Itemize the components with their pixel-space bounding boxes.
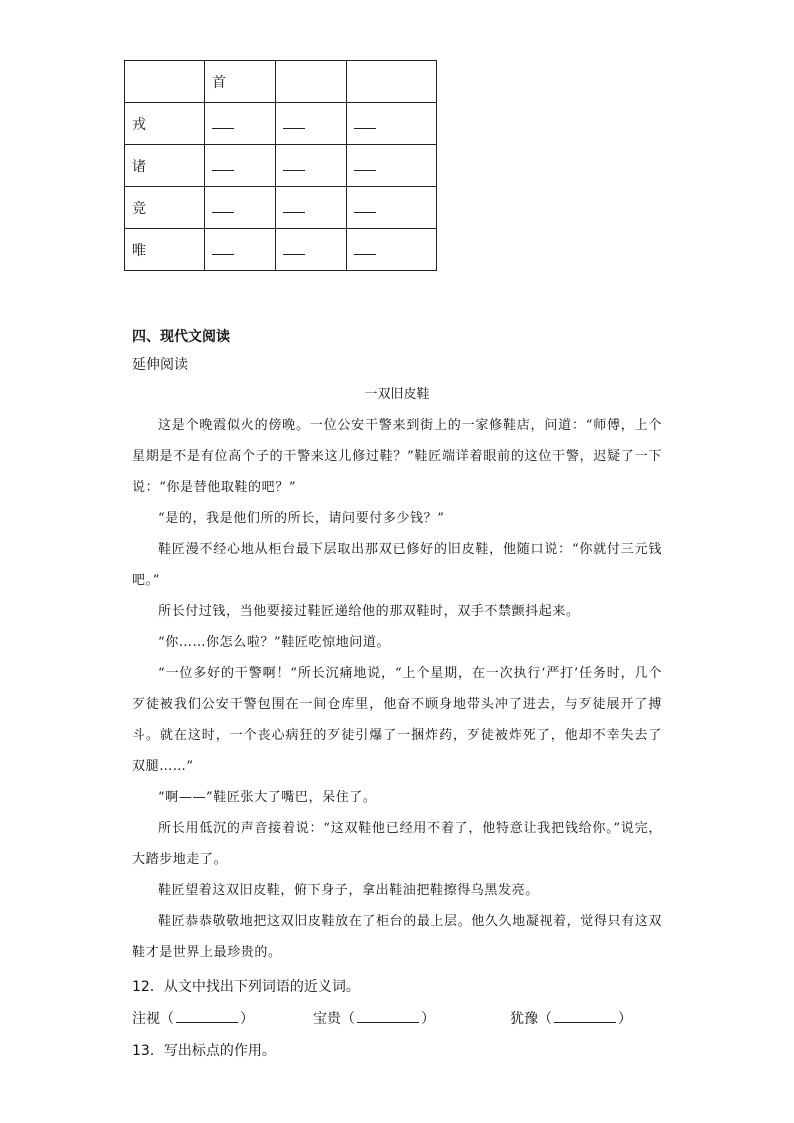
synonym-word: 注视 (132, 1011, 160, 1027)
answer-blank-cell[interactable] (276, 187, 347, 229)
story-paragraph: 鞋匠恭恭敬敬地把这双旧皮鞋放在了柜台的最上层。他久久地凝视着，觉得只有这双鞋才是世界上最珍贵的。 (132, 914, 662, 960)
paren-open: （ (160, 1011, 174, 1027)
synonym-answer-blank[interactable] (176, 1008, 238, 1023)
synonym-answer-blank[interactable] (357, 1008, 419, 1023)
answer-blank-cell[interactable] (347, 187, 437, 229)
table-header-cell (276, 61, 347, 103)
synonym-item (510, 1008, 632, 1028)
answer-blank-cell[interactable] (276, 229, 347, 271)
question-13: 13．写出标点的作用。 (132, 1043, 276, 1059)
answer-blank-cell[interactable] (205, 103, 276, 145)
story-title: 一双旧皮鞋 (364, 387, 430, 402)
table-char-cell: 诸 (125, 145, 205, 187)
table-header-cell (347, 61, 437, 103)
paren-open: （ (538, 1011, 552, 1027)
answer-blank-cell[interactable] (276, 103, 347, 145)
story-paragraph: 鞋匠漫不经心地从柜台最下层取出那双已修好的旧皮鞋，他随口说：“你就付三元钱吧。” (132, 542, 662, 588)
answer-blank[interactable] (283, 156, 305, 171)
table-row (125, 145, 437, 187)
synonym-item (132, 1008, 254, 1028)
story-body (132, 410, 662, 968)
answer-blank-cell[interactable] (347, 145, 437, 187)
story-paragraph: “一位多好的干警啊！”所长沉痛地说，“上个星期，在一次执行‘严打’任务时，几个歹徒被我们公安干警包围在一间仓库里，他奋不顾身地带头冲了进去，与歹徒展开了搏斗。就在这时，一个丧心病狂的歹徒引爆了一捆炸药，歹徒被炸死了，他却不幸失去了双腿……” (132, 666, 662, 774)
answer-blank[interactable] (283, 240, 305, 255)
table-header-row (125, 61, 437, 103)
answer-blank[interactable] (283, 114, 305, 129)
synonym-word: 犹豫 (510, 1011, 538, 1027)
table-row (125, 229, 437, 271)
table-char-cell: 戎 (125, 103, 205, 145)
paren-close: ） (240, 1011, 254, 1027)
synonym-item (313, 1008, 435, 1028)
table-row (125, 103, 437, 145)
answer-blank[interactable] (212, 114, 234, 129)
answer-blank[interactable] (283, 198, 305, 213)
story-paragraph: 所长付过钱，当他要接过鞋匠递给他的那双鞋时，双手不禁颤抖起来。 (158, 604, 580, 619)
table-row (125, 187, 437, 229)
answer-blank-cell[interactable] (205, 187, 276, 229)
answer-blank-cell[interactable] (205, 229, 276, 271)
story-paragraph: 这是个晚霞似火的傍晚。一位公安干警来到街上的一家修鞋店，问道：“师傅，上个星期是不是有位高个子的干警来这儿修过鞋？”鞋匠端详着眼前的这位干警，迟疑了一下说：“你是替他取鞋的吧？” (132, 418, 662, 495)
table-header-cell: 首 (205, 61, 276, 103)
subsection-title: 延伸阅读 (132, 357, 188, 373)
synonym-row (132, 1008, 662, 1030)
table-char-cell: 唯 (125, 229, 205, 271)
story-paragraph: “你……你怎么啦？”鞋匠吃惊地问道。 (158, 635, 391, 650)
answer-blank[interactable] (212, 198, 234, 213)
paren-close: ） (618, 1011, 632, 1027)
synonym-word: 宝贵 (313, 1011, 341, 1027)
answer-blank[interactable] (212, 240, 234, 255)
character-table (124, 60, 437, 271)
story-paragraph: “啊——”鞋匠张大了嘴巴，呆住了。 (158, 790, 377, 805)
story-paragraph: 鞋匠望着这双旧皮鞋，俯下身子，拿出鞋油把鞋擦得乌黑发亮。 (158, 883, 539, 898)
table-header-cell (125, 61, 205, 103)
question-12: 12．从文中找出下列词语的近义词。 (132, 979, 360, 995)
answer-blank-cell[interactable] (276, 145, 347, 187)
answer-blank-cell[interactable] (347, 103, 437, 145)
story-paragraph: “是的，我是他们所的所长，请问要付多少钱？” (158, 511, 445, 526)
answer-blank[interactable] (354, 114, 376, 129)
paren-close: ） (421, 1011, 435, 1027)
answer-blank-cell[interactable] (347, 229, 437, 271)
table-char-cell: 竞 (125, 187, 205, 229)
paren-open: （ (341, 1011, 355, 1027)
answer-blank[interactable] (354, 240, 376, 255)
synonym-answer-blank[interactable] (554, 1008, 616, 1023)
answer-blank-cell[interactable] (205, 145, 276, 187)
section-title: 四、现代文阅读 (132, 329, 230, 345)
story-paragraph: 所长用低沉的声音接着说：“这双鞋他已经用不着了，他特意让我把钱给你。”说完，大踏步地走了。 (132, 821, 662, 867)
answer-blank[interactable] (354, 198, 376, 213)
answer-blank[interactable] (212, 156, 234, 171)
answer-blank[interactable] (354, 156, 376, 171)
